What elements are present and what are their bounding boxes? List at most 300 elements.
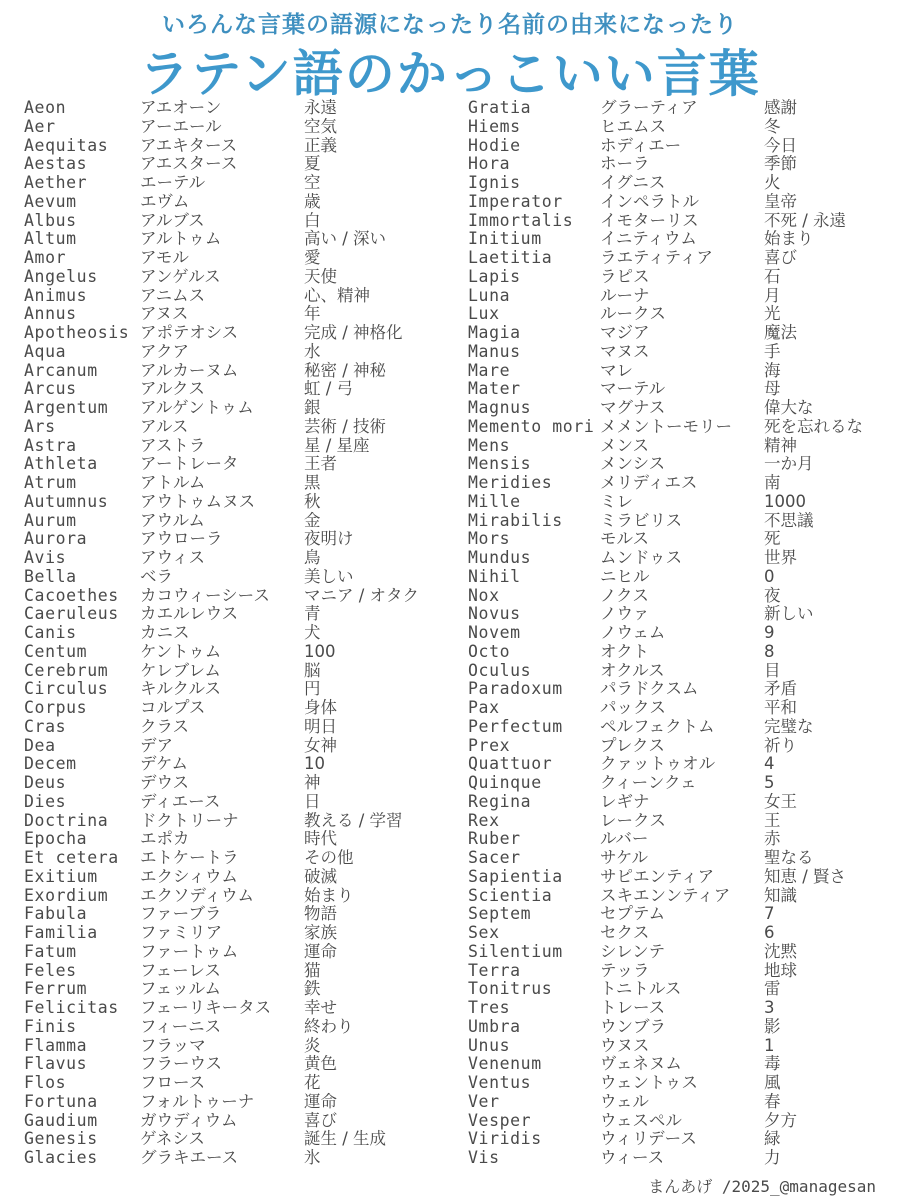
katakana-reading: アストラ (140, 435, 206, 455)
katakana-reading: ガウディウム (140, 1110, 238, 1130)
latin-word: Mundus (468, 548, 532, 567)
japanese-meaning: 手 (764, 341, 781, 361)
latin-word: Hiems (468, 116, 521, 136)
japanese-meaning: その他 (304, 848, 354, 867)
japanese-meaning: 皇帝 (764, 191, 797, 211)
katakana-reading: ドクトリーナ (140, 810, 239, 830)
katakana-reading: デケム (140, 754, 189, 774)
katakana-reading: メンシス (600, 454, 666, 474)
katakana-reading: マーテル (600, 379, 666, 399)
japanese-meaning: 時代 (304, 829, 337, 849)
japanese-meaning: 鉄 (304, 979, 321, 999)
japanese-meaning: 7 (764, 904, 775, 924)
latin-word: Altum (24, 229, 77, 249)
katakana-reading: アエオーン (140, 98, 222, 117)
latin-word: Astra (24, 435, 77, 455)
japanese-meaning: 平和 (764, 698, 797, 717)
latin-word: Argentum (24, 398, 109, 417)
japanese-meaning: 8 (764, 641, 775, 661)
latin-word: Circulus (24, 679, 109, 699)
latin-word: Mensis (468, 454, 532, 474)
katakana-reading: ウェントゥス (600, 1073, 698, 1092)
japanese-meaning: 星 / 星座 (304, 435, 370, 455)
latin-word: Flavus (24, 1054, 88, 1074)
katakana-reading: ヒエムス (600, 116, 666, 136)
japanese-meaning: 終わり (304, 1016, 354, 1036)
latin-word: Mors (468, 529, 511, 549)
japanese-meaning: 歳 (304, 191, 321, 211)
latin-word: Aqua (24, 341, 67, 361)
latin-word: Albus (24, 210, 77, 230)
katakana-reading: テッラ (600, 960, 650, 980)
latin-word: Exitium (24, 866, 98, 886)
latin-word: Aurum (24, 510, 77, 530)
latin-word: Aer (24, 116, 56, 136)
latin-word: Sapientia (468, 866, 563, 886)
japanese-meaning: 沈黙 (764, 941, 797, 961)
katakana-reading: フラーウス (140, 1054, 223, 1074)
japanese-meaning: 喜び (764, 248, 797, 267)
latin-word: Perfectum (468, 716, 563, 736)
katakana-reading: サピエンティア (600, 866, 715, 886)
japanese-meaning: 1 (764, 1035, 775, 1055)
latin-word: Aequitas (24, 135, 109, 155)
latin-word: Epocha (24, 829, 88, 849)
latin-word: Mens (468, 435, 511, 455)
japanese-meaning: 美しい (304, 566, 354, 586)
katakana-reading: ケレブレム (140, 660, 221, 680)
katakana-reading: カエルレウス (140, 604, 239, 624)
katakana-reading: ノウェム (600, 623, 666, 642)
latin-word: Ver (468, 1091, 500, 1111)
japanese-meaning: 祈り (764, 735, 797, 755)
katakana-reading: エクシィウム (140, 866, 238, 886)
japanese-meaning: 秋 (304, 491, 321, 511)
latin-word: Hora (468, 154, 511, 174)
japanese-meaning: 氷 (304, 1148, 321, 1167)
katakana-reading: アトルム (140, 473, 206, 492)
latin-word: Bella (24, 566, 77, 586)
latin-word: Ruber (468, 829, 521, 849)
latin-word: Fabula (24, 904, 88, 924)
japanese-meaning: 鳥 (304, 548, 321, 567)
japanese-meaning: 完璧な (764, 716, 814, 736)
japanese-meaning: 赤 (764, 829, 781, 849)
japanese-meaning: 黒 (304, 473, 321, 492)
japanese-meaning: 不死 / 永遠 (764, 210, 847, 230)
katakana-reading: ルバー (600, 829, 649, 849)
latin-word: Aevum (24, 191, 77, 211)
katakana-reading: マグナス (600, 398, 666, 417)
katakana-reading: フォルトゥーナ (140, 1091, 255, 1111)
japanese-meaning: 風 (764, 1073, 781, 1092)
katakana-reading: プレクス (600, 735, 665, 755)
japanese-meaning: 運命 (304, 941, 337, 961)
latin-word: Immortalis (468, 210, 574, 230)
katakana-reading: ミレ (600, 491, 633, 511)
japanese-meaning: 誕生 / 生成 (304, 1129, 387, 1149)
latin-word: Gratia (468, 98, 532, 117)
katakana-reading: シレンテ (600, 941, 666, 961)
katakana-reading: メンス (600, 435, 650, 455)
latin-word: Exordium (24, 885, 109, 905)
japanese-meaning: 青 (304, 604, 321, 624)
latin-word: Oculus (468, 660, 532, 680)
latin-word: Arcanum (24, 360, 98, 380)
japanese-meaning: 精神 (764, 435, 797, 455)
japanese-meaning: 不思議 (764, 510, 814, 530)
katakana-reading: ウヌス (600, 1035, 650, 1055)
japanese-meaning: 夏 (304, 154, 321, 174)
latin-word: Sex (468, 923, 500, 942)
japanese-meaning: 破滅 (304, 866, 337, 886)
latin-word: Mater (468, 379, 521, 399)
japanese-meaning: 100 (304, 641, 336, 661)
katakana-reading: フェーリキータス (140, 998, 272, 1017)
footer-credit: まんあげ /2025_@managesan (648, 1177, 876, 1196)
japanese-meaning: 身体 (304, 698, 337, 717)
japanese-meaning: 世界 (764, 548, 797, 567)
japanese-meaning: 芸術 / 技術 (304, 416, 387, 436)
katakana-reading: ヴェネヌム (600, 1054, 682, 1074)
katakana-reading: キルクルス (140, 679, 222, 699)
japanese-meaning: 天使 (304, 266, 337, 286)
latin-word: Aether (24, 173, 88, 192)
katakana-reading: ルーナ (600, 285, 650, 305)
japanese-meaning: 脳 (304, 660, 321, 680)
katakana-reading: グラキエース (140, 1148, 239, 1167)
latin-word: Novus (468, 604, 521, 624)
japanese-meaning: 白 (304, 210, 321, 230)
japanese-meaning: 月 (764, 285, 781, 305)
japanese-meaning: 始まり (764, 229, 814, 249)
latin-word: Athleta (24, 454, 98, 474)
katakana-reading: アルクス (140, 379, 205, 399)
katakana-reading: モルス (600, 529, 650, 549)
japanese-meaning: 冬 (764, 116, 781, 136)
japanese-meaning: 喜び (304, 1110, 337, 1130)
japanese-meaning: 家族 (304, 923, 337, 942)
katakana-reading: エーテル (140, 173, 206, 192)
katakana-reading: インペラトル (600, 191, 699, 211)
latin-word: Gaudium (24, 1110, 98, 1130)
katakana-reading: ホーラ (600, 154, 650, 174)
latin-word: Venenum (468, 1054, 542, 1074)
latin-word: Fortuna (24, 1091, 98, 1111)
latin-word: Terra (468, 960, 521, 980)
japanese-meaning: 円 (304, 679, 321, 699)
katakana-reading: ウィリデース (600, 1129, 697, 1149)
latin-word: Luna (468, 285, 511, 305)
left-reading-column (140, 99, 271, 1168)
latin-word: Novem (468, 623, 521, 642)
japanese-meaning: 夜明け (304, 529, 354, 549)
japanese-meaning: 南 (764, 473, 781, 492)
japanese-meaning: 知恵 / 賢さ (764, 866, 847, 886)
latin-word: Mille (468, 491, 521, 511)
katakana-reading: ケントゥム (140, 641, 222, 661)
latin-word: Manus (468, 341, 521, 361)
japanese-meaning: 正義 (304, 135, 337, 155)
latin-word: Initium (468, 229, 542, 249)
katakana-reading: コルプス (140, 698, 206, 717)
latin-word: Atrum (24, 473, 77, 492)
latin-word: Glacies (24, 1148, 98, 1167)
latin-word: Cras (24, 716, 67, 736)
japanese-meaning: 力 (764, 1148, 781, 1167)
japanese-meaning: 始まり (304, 885, 354, 905)
latin-word: Amor (24, 248, 67, 267)
katakana-reading: エクソディウム (140, 885, 255, 905)
japanese-meaning: 4 (764, 754, 775, 774)
japanese-meaning: 教える / 学習 (304, 810, 403, 830)
katakana-reading: デウス (140, 773, 190, 792)
latin-word: Magia (468, 323, 521, 342)
latin-word: Apotheosis (24, 323, 130, 342)
katakana-reading: クィーンクェ (600, 773, 697, 792)
japanese-meaning: 運命 (304, 1091, 337, 1111)
latin-word: Arcus (24, 379, 77, 399)
japanese-meaning: 0 (764, 566, 775, 586)
latin-word: Tonitrus (468, 979, 553, 999)
latin-word: Dies (24, 791, 67, 811)
katakana-reading: アルカーヌム (140, 360, 239, 380)
latin-word: Autumnus (24, 491, 109, 511)
latin-word: Quattuor (468, 754, 553, 774)
katakana-reading: イグニス (600, 173, 666, 192)
japanese-meaning: 猫 (304, 960, 321, 980)
katakana-reading: レークス (600, 810, 666, 830)
katakana-reading: ウィース (600, 1148, 665, 1167)
katakana-reading: アーエール (140, 116, 222, 136)
japanese-meaning: 季節 (764, 154, 797, 174)
latin-word: Nox (468, 585, 500, 605)
japanese-meaning: 黄色 (304, 1054, 337, 1074)
latin-word: Pax (468, 698, 500, 717)
katakana-reading: アウルム (140, 510, 205, 530)
katakana-reading: エトケートラ (140, 848, 239, 867)
japanese-meaning: 日 (304, 791, 321, 811)
japanese-meaning: 石 (764, 266, 781, 286)
katakana-reading: フェッルム (140, 979, 222, 999)
latin-word: Doctrina (24, 810, 109, 830)
katakana-reading: ディエース (140, 791, 221, 811)
katakana-reading: パラドクスム (600, 679, 699, 699)
katakana-reading: ファミリア (140, 923, 223, 942)
japanese-meaning: 心、精神 (304, 285, 370, 305)
latin-word: Genesis (24, 1129, 98, 1149)
japanese-meaning: 完成 / 神格化 (304, 323, 403, 342)
latin-word: Imperator (468, 191, 563, 211)
japanese-meaning: 死 (764, 529, 781, 549)
latin-word: Umbra (468, 1016, 521, 1036)
japanese-meaning: 永遠 (304, 98, 337, 117)
katakana-reading: スキエンンティア (600, 885, 731, 905)
katakana-reading: フィーニス (140, 1016, 222, 1036)
katakana-reading: アニムス (140, 285, 206, 305)
japanese-meaning: 王 (764, 810, 781, 830)
latin-word: Lapis (468, 266, 521, 286)
latin-word: Aurora (24, 529, 88, 549)
katakana-reading: アモル (140, 248, 189, 267)
japanese-meaning: 夕方 (764, 1110, 797, 1130)
right-latin-column (468, 99, 594, 1168)
japanese-meaning: 犬 (304, 623, 321, 642)
latin-word: Nihil (468, 566, 521, 586)
latin-word: Felicitas (24, 998, 119, 1017)
katakana-reading: アエキタース (140, 135, 238, 155)
japanese-meaning: 水 (304, 341, 321, 361)
latin-word: Ventus (468, 1073, 532, 1092)
katakana-reading: オクト (600, 641, 650, 661)
japanese-meaning: 春 (764, 1091, 781, 1111)
latin-word: Hodie (468, 135, 521, 155)
katakana-reading: セクス (600, 923, 650, 942)
katakana-reading: アエスタース (140, 154, 238, 174)
latin-word: Magnus (468, 398, 532, 417)
japanese-meaning: 海 (764, 360, 781, 380)
katakana-reading: アウトゥムヌス (140, 491, 256, 511)
latin-word: Mare (468, 360, 511, 380)
left-meaning-column (304, 99, 419, 1168)
japanese-meaning: 影 (764, 1016, 781, 1036)
japanese-meaning: 雷 (764, 979, 781, 999)
japanese-meaning: 母 (764, 379, 781, 399)
japanese-meaning: 秘密 / 神秘 (304, 360, 387, 380)
japanese-meaning: 幸せ (304, 998, 337, 1017)
latin-word: Paradoxum (468, 679, 563, 699)
japanese-meaning: 金 (304, 510, 321, 530)
latin-word: Dea (24, 735, 56, 755)
katakana-reading: エポカ (140, 829, 190, 849)
katakana-reading: ゲネシス (140, 1129, 205, 1149)
japanese-meaning: 空気 (304, 116, 337, 136)
latin-word: Regina (468, 791, 532, 811)
katakana-reading: ミラビリス (600, 510, 683, 530)
katakana-reading: ファーブラ (140, 904, 222, 924)
japanese-meaning: 1000 (764, 491, 806, 511)
katakana-reading: ペルフェクトム (600, 716, 715, 736)
latin-word: Ferrum (24, 979, 88, 999)
katakana-reading: セプテム (600, 904, 666, 924)
japanese-meaning: 物語 (304, 904, 337, 924)
japanese-meaning: 感謝 (764, 98, 797, 117)
katakana-reading: アンゲルス (140, 266, 221, 286)
japanese-meaning: 死を忘れるな (764, 416, 863, 436)
japanese-meaning: 高い / 深い (304, 229, 387, 249)
japanese-meaning: 聖なる (764, 848, 814, 867)
japanese-meaning: 緑 (764, 1129, 781, 1149)
japanese-meaning: 3 (764, 998, 775, 1017)
japanese-meaning: マニア / オタク (304, 585, 420, 605)
latin-word: Septem (468, 904, 532, 924)
latin-word: Tres (468, 998, 511, 1017)
japanese-meaning: 6 (764, 923, 775, 942)
japanese-meaning: 銀 (304, 398, 321, 417)
japanese-meaning: 神 (304, 773, 321, 792)
katakana-reading: マレ (600, 360, 633, 380)
katakana-reading: ノウァ (600, 604, 650, 624)
japanese-meaning: 女王 (764, 791, 797, 811)
latin-word: Feles (24, 960, 77, 980)
katakana-reading: マジア (600, 323, 650, 342)
latin-word: Aeon (24, 98, 67, 117)
latin-word: Flamma (24, 1035, 88, 1055)
katakana-reading: ニヒル (600, 566, 650, 586)
latin-word: Scientia (468, 885, 553, 905)
katakana-reading: カニス (140, 623, 190, 642)
japanese-meaning: 光 (764, 304, 781, 324)
katakana-reading: アウィス (140, 548, 206, 567)
latin-word: Cacoethes (24, 585, 119, 605)
japanese-meaning: 地球 (764, 960, 797, 980)
latin-word: Centum (24, 641, 88, 661)
latin-word: Flos (24, 1073, 67, 1092)
japanese-meaning: 王者 (304, 454, 337, 474)
katakana-reading: ウェスペル (600, 1110, 682, 1130)
latin-word: Silentium (468, 941, 563, 961)
japanese-meaning: 一か月 (764, 454, 814, 474)
latin-word: Vis (468, 1148, 500, 1167)
japanese-meaning: 年 (304, 304, 321, 324)
katakana-reading: ルークス (600, 304, 666, 324)
katakana-reading: デア (140, 735, 173, 755)
latin-word: Cerebrum (24, 660, 109, 680)
katakana-reading: ウンブラ (600, 1016, 666, 1036)
katakana-reading: ムンドゥス (600, 548, 683, 567)
katakana-reading: ホディエー (600, 135, 682, 155)
page-title: ラテン語のかっこいい言葉 (139, 45, 761, 103)
katakana-reading: トニトルス (600, 979, 682, 999)
japanese-meaning: 女神 (304, 735, 337, 755)
katakana-reading: アルス (140, 416, 189, 436)
right-meaning-column (764, 99, 863, 1168)
katakana-reading: フェーレス (140, 960, 221, 980)
katakana-reading: トレース (600, 998, 666, 1017)
latin-word: Rex (468, 810, 500, 830)
japanese-meaning: 5 (764, 773, 775, 792)
katakana-reading: クラス (140, 716, 190, 736)
katakana-reading: アルトゥム (140, 229, 222, 249)
latin-word: Quinque (468, 773, 542, 792)
katakana-reading: メメントーモリー (600, 416, 732, 436)
latin-word: Ars (24, 416, 56, 436)
katakana-reading: アルブス (140, 210, 205, 230)
katakana-reading: サケル (600, 848, 649, 867)
latin-word: Unus (468, 1035, 511, 1055)
latin-word: Prex (468, 735, 511, 755)
latin-word: Deus (24, 773, 67, 792)
katakana-reading: メリディエス (600, 473, 698, 492)
latin-word: Vesper (468, 1110, 532, 1130)
latin-word: Annus (24, 304, 77, 324)
japanese-meaning: 愛 (304, 248, 321, 267)
japanese-meaning: 新しい (764, 604, 814, 624)
katakana-reading: グラーティア (600, 98, 698, 117)
latin-word: Lux (468, 304, 500, 324)
latin-word: Canis (24, 623, 77, 642)
katakana-reading: ベラ (140, 566, 173, 586)
katakana-reading: アウローラ (140, 529, 223, 549)
latin-word: Aestas (24, 154, 88, 174)
latin-word: Ignis (468, 173, 521, 192)
latin-word: Corpus (24, 698, 88, 717)
latin-word: Sacer (468, 848, 521, 867)
japanese-meaning: 空 (304, 173, 321, 192)
katakana-reading: カコウィーシース (140, 585, 270, 605)
latin-word: Avis (24, 548, 67, 567)
katakana-reading: エヴム (140, 191, 190, 211)
